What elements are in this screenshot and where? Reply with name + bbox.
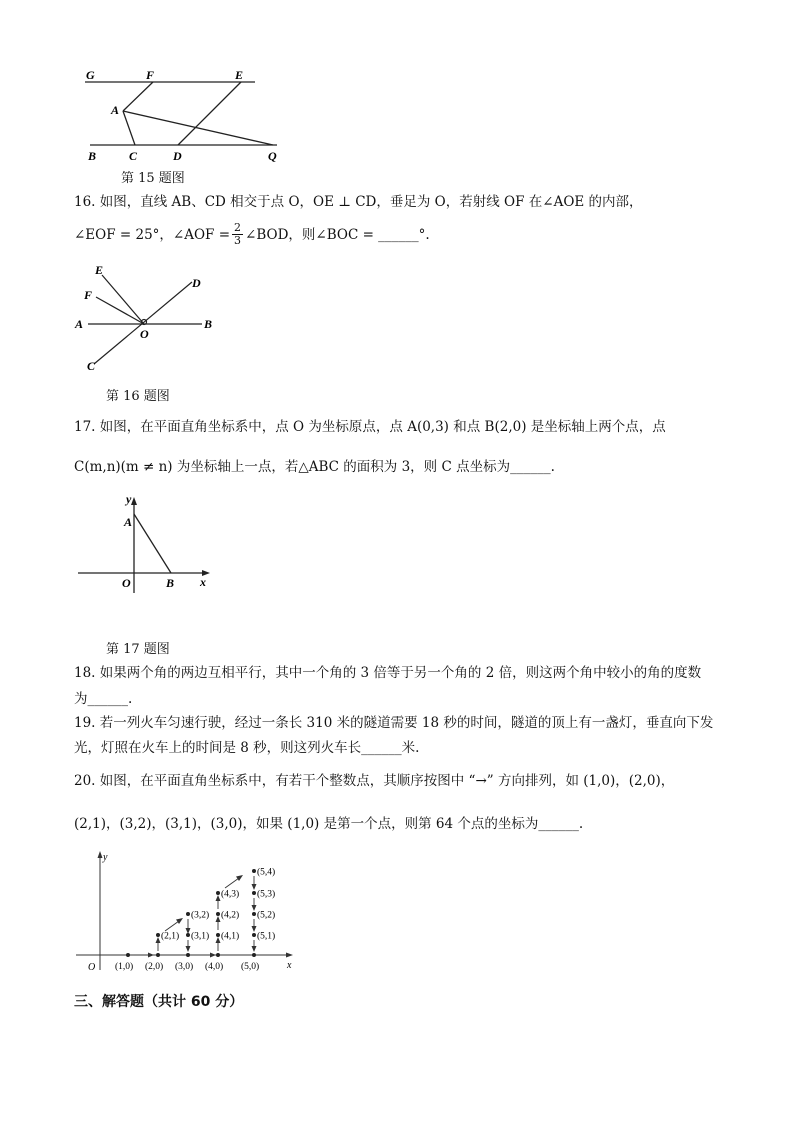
label-c: C [129, 149, 138, 163]
lattice-point-label-1-0: (1,0) [115, 962, 134, 972]
ray-oe [102, 275, 144, 324]
x-axis-arrow [286, 953, 293, 958]
axis-label-y: y [103, 852, 108, 863]
y-axis-arrow [98, 851, 103, 858]
question-18-line-1: 18. 如果两个角的两边互相平行，其中一个角的 3 倍等于另一个角的 2 倍，则这两个角中较小的角的度数 [74, 665, 702, 681]
lattice-point-labels [115, 867, 275, 973]
segment-ab [134, 514, 171, 573]
segment-ac [123, 111, 135, 145]
figure-15 [80, 62, 290, 166]
question-17-line-1: 17. 如图，在平面直角坐标系中，点 O 为坐标原点，点 A(0,3) 和点 B(2,0) 是坐标轴上两个点，点 [74, 419, 666, 435]
label-b: B [166, 576, 175, 590]
lattice-point-2-1 [156, 933, 160, 937]
label-a: A [75, 317, 84, 331]
lattice-point-label-3-0: (3,0) [175, 962, 194, 972]
label-x: x [200, 575, 206, 589]
figure-16 [74, 262, 224, 374]
fraction-two-thirds [232, 222, 243, 247]
question-17-line-2: C(m,n)(m ≠ n) 为坐标轴上一点，若△ABC 的面积为 3，则 C 点坐标为______. [74, 459, 555, 475]
lattice-point-2-0 [156, 953, 160, 957]
lattice-point-label-3-1: (3,1) [191, 931, 210, 942]
label-f: F [146, 68, 155, 82]
lattice-point-label-3-2: (3,2) [191, 910, 210, 921]
lattice-point-4-2 [216, 912, 220, 916]
label-g: G [86, 68, 95, 82]
lattice-point-1-0 [126, 953, 130, 957]
question-20-line-1: 20. 如图，在平面直角坐标系中，有若干个整数点，其顺序按图中 “→” 方向排列，如 (1,0)，(2,0)， [74, 773, 675, 789]
fraction-numerator: 2 [234, 221, 242, 234]
lattice-point-5-1 [252, 933, 256, 937]
label-e: E [235, 68, 244, 82]
label-a: A [111, 103, 120, 117]
lattice-point-3-0 [186, 953, 190, 957]
figure-17 [76, 492, 216, 594]
lattice-point-3-2 [186, 912, 190, 916]
lattice-point-label-5-0: (5,0) [241, 962, 260, 972]
segment-aq [123, 111, 273, 145]
label-o: O [140, 327, 149, 341]
section-3-title: 三、解答题（共计 60 分） [74, 994, 244, 1010]
lattice-point-5-3 [252, 891, 256, 895]
question-18-line-2: 为______. [74, 691, 133, 707]
label-c: C [87, 359, 96, 373]
lattice-point-label-2-0: (2,0) [145, 962, 164, 972]
label-e: E [95, 263, 104, 277]
axis-label-x: x [287, 960, 292, 971]
lattice-point-3-1 [186, 933, 190, 937]
lattice-point-label-4-2: (4,2) [221, 910, 240, 921]
lattice-point-5-4 [252, 869, 256, 873]
y-axis-arrow [131, 497, 137, 505]
label-y: y [126, 492, 132, 506]
question-19-line-2: 光，灯照在火车上的时间是 8 秒，则这列火车长______米. [74, 740, 420, 756]
lattice-point-5-0 [252, 953, 256, 957]
fraction-denominator: 3 [234, 234, 242, 247]
question-16-line-2 [74, 222, 430, 247]
lattice-point-label-4-1: (4,1) [221, 931, 240, 942]
label-o: O [122, 576, 131, 590]
figure-17-caption: 第 17 题图 [106, 642, 170, 657]
segment-af [123, 82, 153, 111]
question-16-line-2-start: ∠EOF = 25°，∠AOF = [74, 226, 231, 243]
question-19-line-1: 19. 若一列火车匀速行驶，经过一条长 310 米的隧道需要 18 秒的时间，隧道的顶上有一盏灯，垂直向下发 [74, 715, 714, 731]
lattice-point-label-4-0: (4,0) [205, 962, 224, 972]
label-d: D [192, 276, 201, 290]
lattice-point-5-2 [252, 912, 256, 916]
lattice-point-4-0 [216, 953, 220, 957]
label-b: B [204, 317, 213, 331]
question-20-line-2: (2,1)，(3,2)，(3,1)，(3,0)，如果 (1,0) 是第一个点，则第 64 个点的坐标为______. [74, 816, 584, 832]
lattice-point-label-5-1: (5,1) [257, 931, 276, 942]
label-d: D [173, 149, 182, 163]
question-16-line-2-end: ∠BOD，则∠BOC = ______°. [245, 226, 430, 243]
origin-label: O [88, 962, 96, 973]
lattice-point-label-5-4: (5,4) [257, 867, 276, 878]
lattice-point-label-5-2: (5,2) [257, 910, 276, 921]
figure-20 [74, 848, 300, 976]
question-16-line-1: 16. 如图，直线 AB、CD 相交于点 O，OE ⊥ CD，垂足为 O，若射线 OF 在∠AOE 的内部， [74, 194, 643, 210]
figure-15-caption: 第 15 题图 [121, 171, 185, 186]
ray-of [96, 297, 144, 324]
label-q: Q [268, 149, 277, 163]
label-a: A [124, 515, 133, 529]
lattice-point-4-3 [216, 891, 220, 895]
lattice-point-label-4-3: (4,3) [221, 889, 240, 900]
lattice-point-label-2-1: (2,1) [161, 931, 180, 942]
lattice-point-4-1 [216, 933, 220, 937]
figure-16-caption: 第 16 题图 [106, 389, 170, 404]
label-f: F [84, 288, 93, 302]
label-b: B [88, 149, 97, 163]
lattice-point-label-5-3: (5,3) [257, 889, 276, 900]
